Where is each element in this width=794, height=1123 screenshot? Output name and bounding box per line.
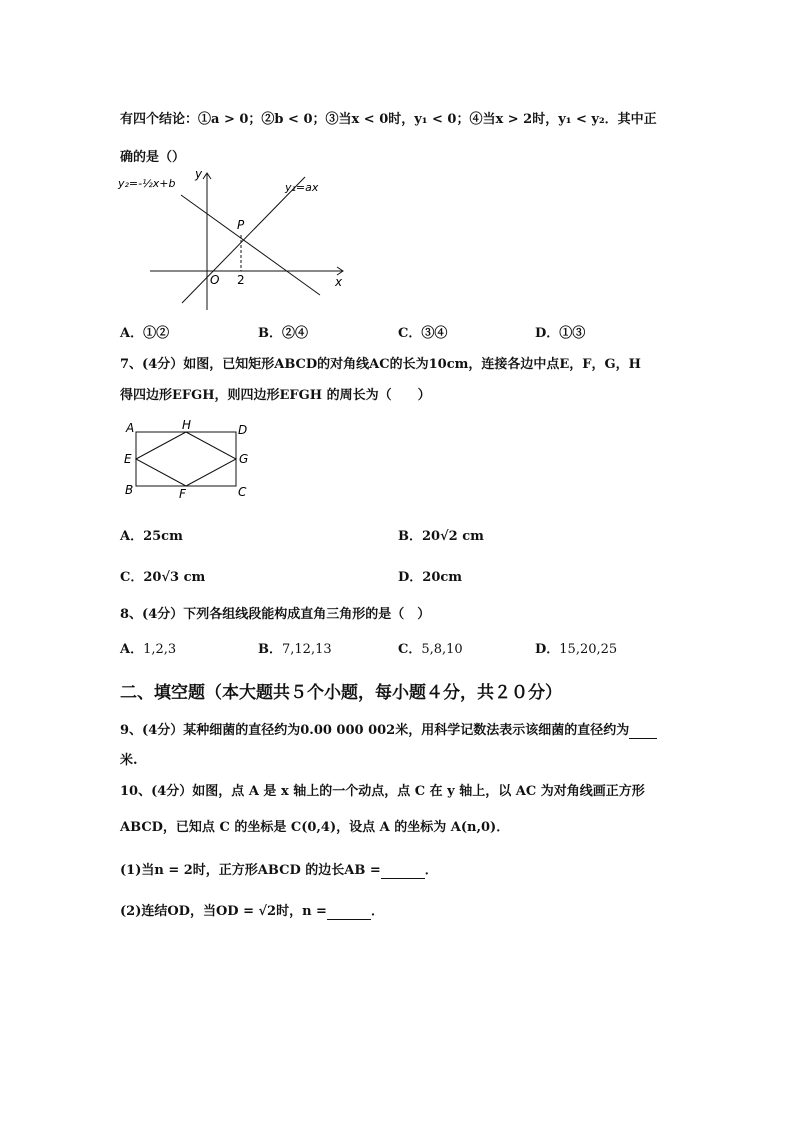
q7-option-b: B．20√2 cm xyxy=(398,529,484,544)
rect-abcd xyxy=(136,432,236,486)
q7-option-d: D．20cm xyxy=(398,570,463,585)
label-b: B xyxy=(125,483,134,497)
q7-stem-line2: 得四边形EFGH，则四边形EFGH 的周长为（ ） xyxy=(120,388,431,403)
q6-linear-graph xyxy=(115,165,355,315)
q6-option-d: D．①③ xyxy=(535,326,586,341)
q6-option-b: B．②④ xyxy=(258,326,309,341)
q8-option-b: B．7,12,13 xyxy=(258,642,332,657)
label-f: F xyxy=(179,487,186,501)
q6-stem-line2: 确的是（） xyxy=(120,150,186,165)
q8-stem: 8、(4分）下列各组线段能构成直角三角形的是（ ） xyxy=(120,607,431,622)
q10-stem-line2: ABCD，已知点 C 的坐标是 C(0,4)，设点 A 的坐标为 A(n,0)． xyxy=(120,820,510,835)
q7-option-a: A．25cm xyxy=(120,529,183,544)
label-tick-2: 2 xyxy=(237,273,245,287)
q6-stem-line1: 有四个结论：①a > 0；②b < 0；③当x < 0时，y₁ < 0；④当x > 2时，y₁ < y₂．其中正 xyxy=(120,112,657,127)
label-axis-x: x xyxy=(335,275,343,289)
label-y1: y₁=ax xyxy=(285,181,319,194)
q6-option-c: C．③④ xyxy=(398,326,448,341)
label-e: E xyxy=(124,452,132,466)
label-c: C xyxy=(238,485,247,499)
label-y2: y₂=-½x+b xyxy=(118,177,176,190)
q10-part2-blank[interactable] xyxy=(327,904,371,920)
q7-option-c: C．20√3 cm xyxy=(120,570,206,585)
section2-title: 二、填空题（本大题共５个小题，每小题４分，共２０分） xyxy=(120,683,562,703)
line-y2 xyxy=(181,195,320,295)
quad-efgh xyxy=(136,432,236,486)
label-g: G xyxy=(239,452,249,466)
q10-part2: (2)连结OD，当OD = √2时，n = ． xyxy=(120,904,384,919)
q8-option-d: D．15,20,25 xyxy=(535,642,618,657)
q8-option-c: C．5,8,10 xyxy=(398,642,463,657)
q6-option-a: A．①② xyxy=(120,326,170,341)
q9-stem-line2: 米. xyxy=(120,753,138,768)
label-d: D xyxy=(238,423,248,437)
q10-stem-line1: 10、(4分）如图，点 A 是 x 轴上的一个动点，点 C 在 y 轴上，以 AC 为对角线画正方形 xyxy=(120,784,645,799)
q7-rectangle-figure xyxy=(118,416,258,506)
label-point-p: P xyxy=(237,218,245,232)
q10-part1: (1)当n = 2时，正方形ABCD 的边长AB = ． xyxy=(120,863,438,878)
q8-option-a: A．1,2,3 xyxy=(120,642,177,657)
q7-stem-line1: 7、(4分）如图，已知矩形ABCD的对角线AC的长为10cm，连接各边中点E，F，G，H xyxy=(120,357,641,372)
label-h: H xyxy=(182,418,192,432)
q9-answer-blank[interactable] xyxy=(629,723,657,739)
label-axis-y: y xyxy=(195,167,203,181)
q10-part1-blank[interactable] xyxy=(381,863,425,879)
label-a: A xyxy=(126,421,135,435)
label-origin: O xyxy=(210,273,220,287)
q9-stem-line1: 9、(4分）某种细菌的直径约为0.00 000 002米，用科学记数法表示该细菌的直径约为 xyxy=(120,719,657,739)
